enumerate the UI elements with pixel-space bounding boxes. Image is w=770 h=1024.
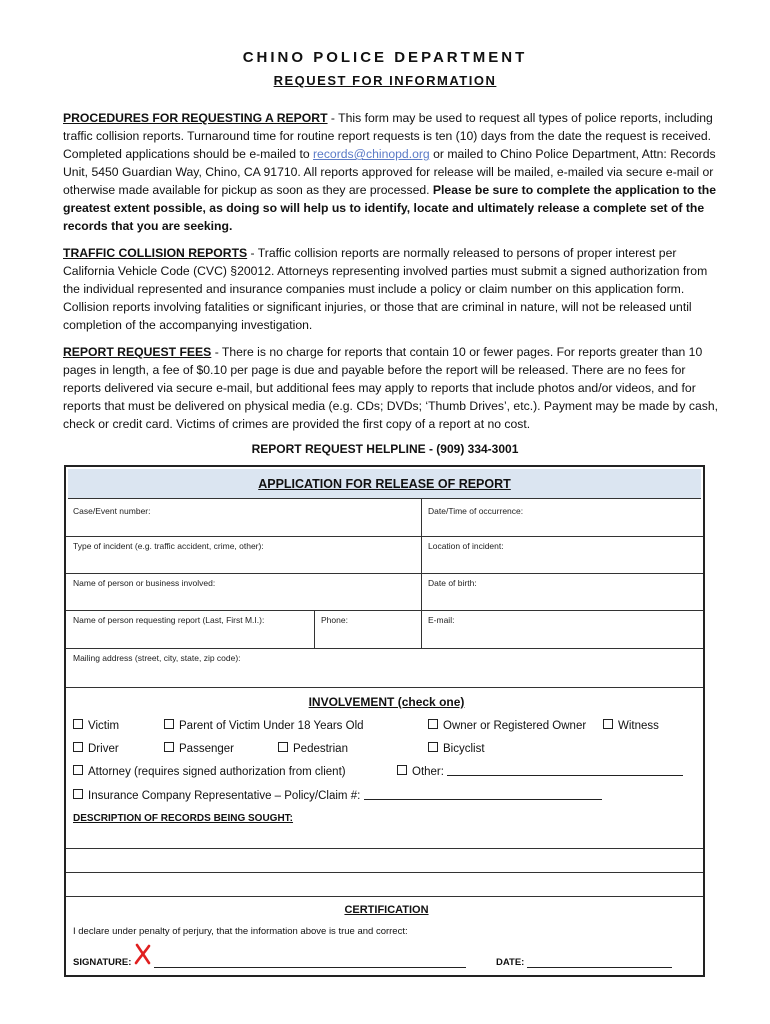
checkbox-icon[interactable] <box>278 742 288 752</box>
form-column-divider <box>421 499 422 648</box>
checkbox-icon[interactable] <box>73 719 83 729</box>
form-divider <box>66 648 703 649</box>
procedures-heading: PROCEDURES FOR REQUESTING A REPORT <box>63 111 328 125</box>
policy-claim-line[interactable] <box>364 789 602 800</box>
form-divider <box>66 610 703 611</box>
phone-field[interactable]: Phone: <box>321 615 348 625</box>
person-involved-field[interactable]: Name of person or business involved: <box>73 578 216 588</box>
checkbox-icon[interactable] <box>73 765 83 775</box>
incident-type-field[interactable]: Type of incident (e.g. traffic accident, crime, other): <box>73 541 264 551</box>
option-insurance[interactable] <box>73 789 602 802</box>
option-label: Parent of Victim Under 18 Years Old <box>179 720 364 732</box>
fees-text: - There is no charge for reports that contain 10 or fewer pages. For reports greater than 10 pages in length, a fee of $0.10 per page is due and payable before the report will be released. There are no fees for reports delivered via secure e-mail, but additional fees may apply to reports that include photos and/or videos, and for reports that must be delivered on physical media (e.g. CDs; DVDs; ‘Thumb Drives’, etc.). Payment may be made by cash, check or credit card. Victims of crimes are provided the first copy of a report at no cost. <box>63 345 719 431</box>
option-label: Victim <box>88 720 120 732</box>
checkbox-icon[interactable] <box>73 789 83 799</box>
application-form <box>64 465 705 977</box>
certification-title: CERTIFICATION <box>344 904 429 916</box>
option-driver[interactable] <box>73 742 119 755</box>
procedures-paragraph <box>63 109 718 235</box>
option-label: Attorney (requires signed authorization from client) <box>88 766 346 778</box>
signature-label: SIGNATURE: <box>73 957 132 968</box>
option-bicyclist[interactable] <box>428 742 485 755</box>
option-other[interactable] <box>397 765 683 778</box>
procedures-bold-text: Please be sure to complete the application to the greatest extent possible, as doing so will help us to identify, locate and ultimately release a complete set of the records that you are seeking. <box>63 183 716 233</box>
helpline: REPORT REQUEST HELPLINE - (909) 334-3001 <box>251 442 519 456</box>
option-owner[interactable] <box>428 719 586 732</box>
option-label: Passenger <box>179 743 234 755</box>
checkbox-icon[interactable] <box>73 742 83 752</box>
option-label: Insurance Company Representative – Policy/Claim #: <box>88 790 361 802</box>
option-passenger[interactable] <box>164 742 234 755</box>
involvement-title: INVOLVEMENT (check one) <box>308 695 465 709</box>
checkbox-icon[interactable] <box>397 765 407 775</box>
procedures-text-1: - This form may be used to request all types of police reports, including traffic collision reports. Turnaround time for routine report requests is ten (10) days from the date the request is received. Completed applications should be e-mailed to <box>63 111 713 161</box>
option-label: Owner or Registered Owner <box>443 720 587 732</box>
signature-x-icon <box>134 942 152 966</box>
form-divider <box>66 896 703 897</box>
description-heading: DESCRIPTION OF RECORDS BEING SOUGHT: <box>73 813 294 824</box>
option-label: Other: <box>412 766 444 778</box>
option-witness[interactable] <box>603 719 659 732</box>
location-field[interactable]: Location of incident: <box>428 541 504 551</box>
option-parent-of-victim[interactable] <box>164 719 364 732</box>
checkbox-icon[interactable] <box>603 719 613 729</box>
records-email-link[interactable]: records@chinopd.org <box>313 147 430 161</box>
certification-text: I declare under penalty of perjury, that the information above is true and correct: <box>73 926 408 937</box>
checkbox-icon[interactable] <box>164 742 174 752</box>
option-victim[interactable] <box>73 719 119 732</box>
option-pedestrian[interactable] <box>278 742 348 755</box>
fees-paragraph <box>63 343 718 433</box>
form-divider <box>66 536 703 537</box>
checkbox-icon[interactable] <box>428 742 438 752</box>
date-label: DATE: <box>496 957 525 968</box>
option-label: Witness <box>618 720 659 732</box>
document-subtitle: REQUEST FOR INFORMATION <box>273 73 497 88</box>
option-attorney[interactable] <box>73 765 346 778</box>
date-time-field[interactable]: Date/Time of occurrence: <box>428 506 524 516</box>
checkbox-icon[interactable] <box>164 719 174 729</box>
option-label: Pedestrian <box>293 743 348 755</box>
checkbox-icon[interactable] <box>428 719 438 729</box>
traffic-text: - Traffic collision reports are normally released to persons of proper interest per California Vehicle Code (CVC) §20012. Attorneys representing involved parties must submit a signed authorization from the individual represented and insurance companies must include a policy or claim number on this application form. Collision reports involving fatalities or significant injuries, or those that are criminal in nature, will not be released until completion of the accompanying investigation. <box>63 246 708 332</box>
description-line-2[interactable] <box>66 873 703 895</box>
case-number-field[interactable]: Case/Event number: <box>73 506 151 516</box>
fees-heading: REPORT REQUEST FEES <box>63 345 212 359</box>
department-title: CHINO POLICE DEPARTMENT <box>242 49 528 66</box>
date-of-birth-field[interactable]: Date of birth: <box>428 578 477 588</box>
description-line-1[interactable] <box>66 849 703 871</box>
other-text-line[interactable] <box>447 765 683 776</box>
requester-name-field[interactable]: Name of person requesting report (Last, First M.I.): <box>73 615 265 625</box>
traffic-heading: TRAFFIC COLLISION REPORTS <box>63 246 248 260</box>
form-header <box>68 469 701 499</box>
traffic-paragraph <box>63 244 718 334</box>
option-label: Driver <box>88 743 119 755</box>
form-title: APPLICATION FOR RELEASE OF REPORT <box>258 477 511 491</box>
date-line[interactable] <box>527 967 672 968</box>
email-field[interactable]: E-mail: <box>428 615 455 625</box>
option-label: Bicyclist <box>443 743 485 755</box>
signature-line[interactable] <box>154 967 466 968</box>
form-divider <box>66 573 703 574</box>
form-column-divider <box>314 610 315 648</box>
procedures-text-2: or mailed to Chino Police Department, Attn: Records Unit, 5450 Guardian Way, Chino, CA 91710. All reports approved for release will be mailed, e-mailed via secure e-mail or otherwise made available for pickup as soon as they are processed. <box>63 147 716 197</box>
mailing-address-field[interactable]: Mailing address (street, city, state, zip code): <box>73 653 241 663</box>
form-divider <box>66 687 703 688</box>
